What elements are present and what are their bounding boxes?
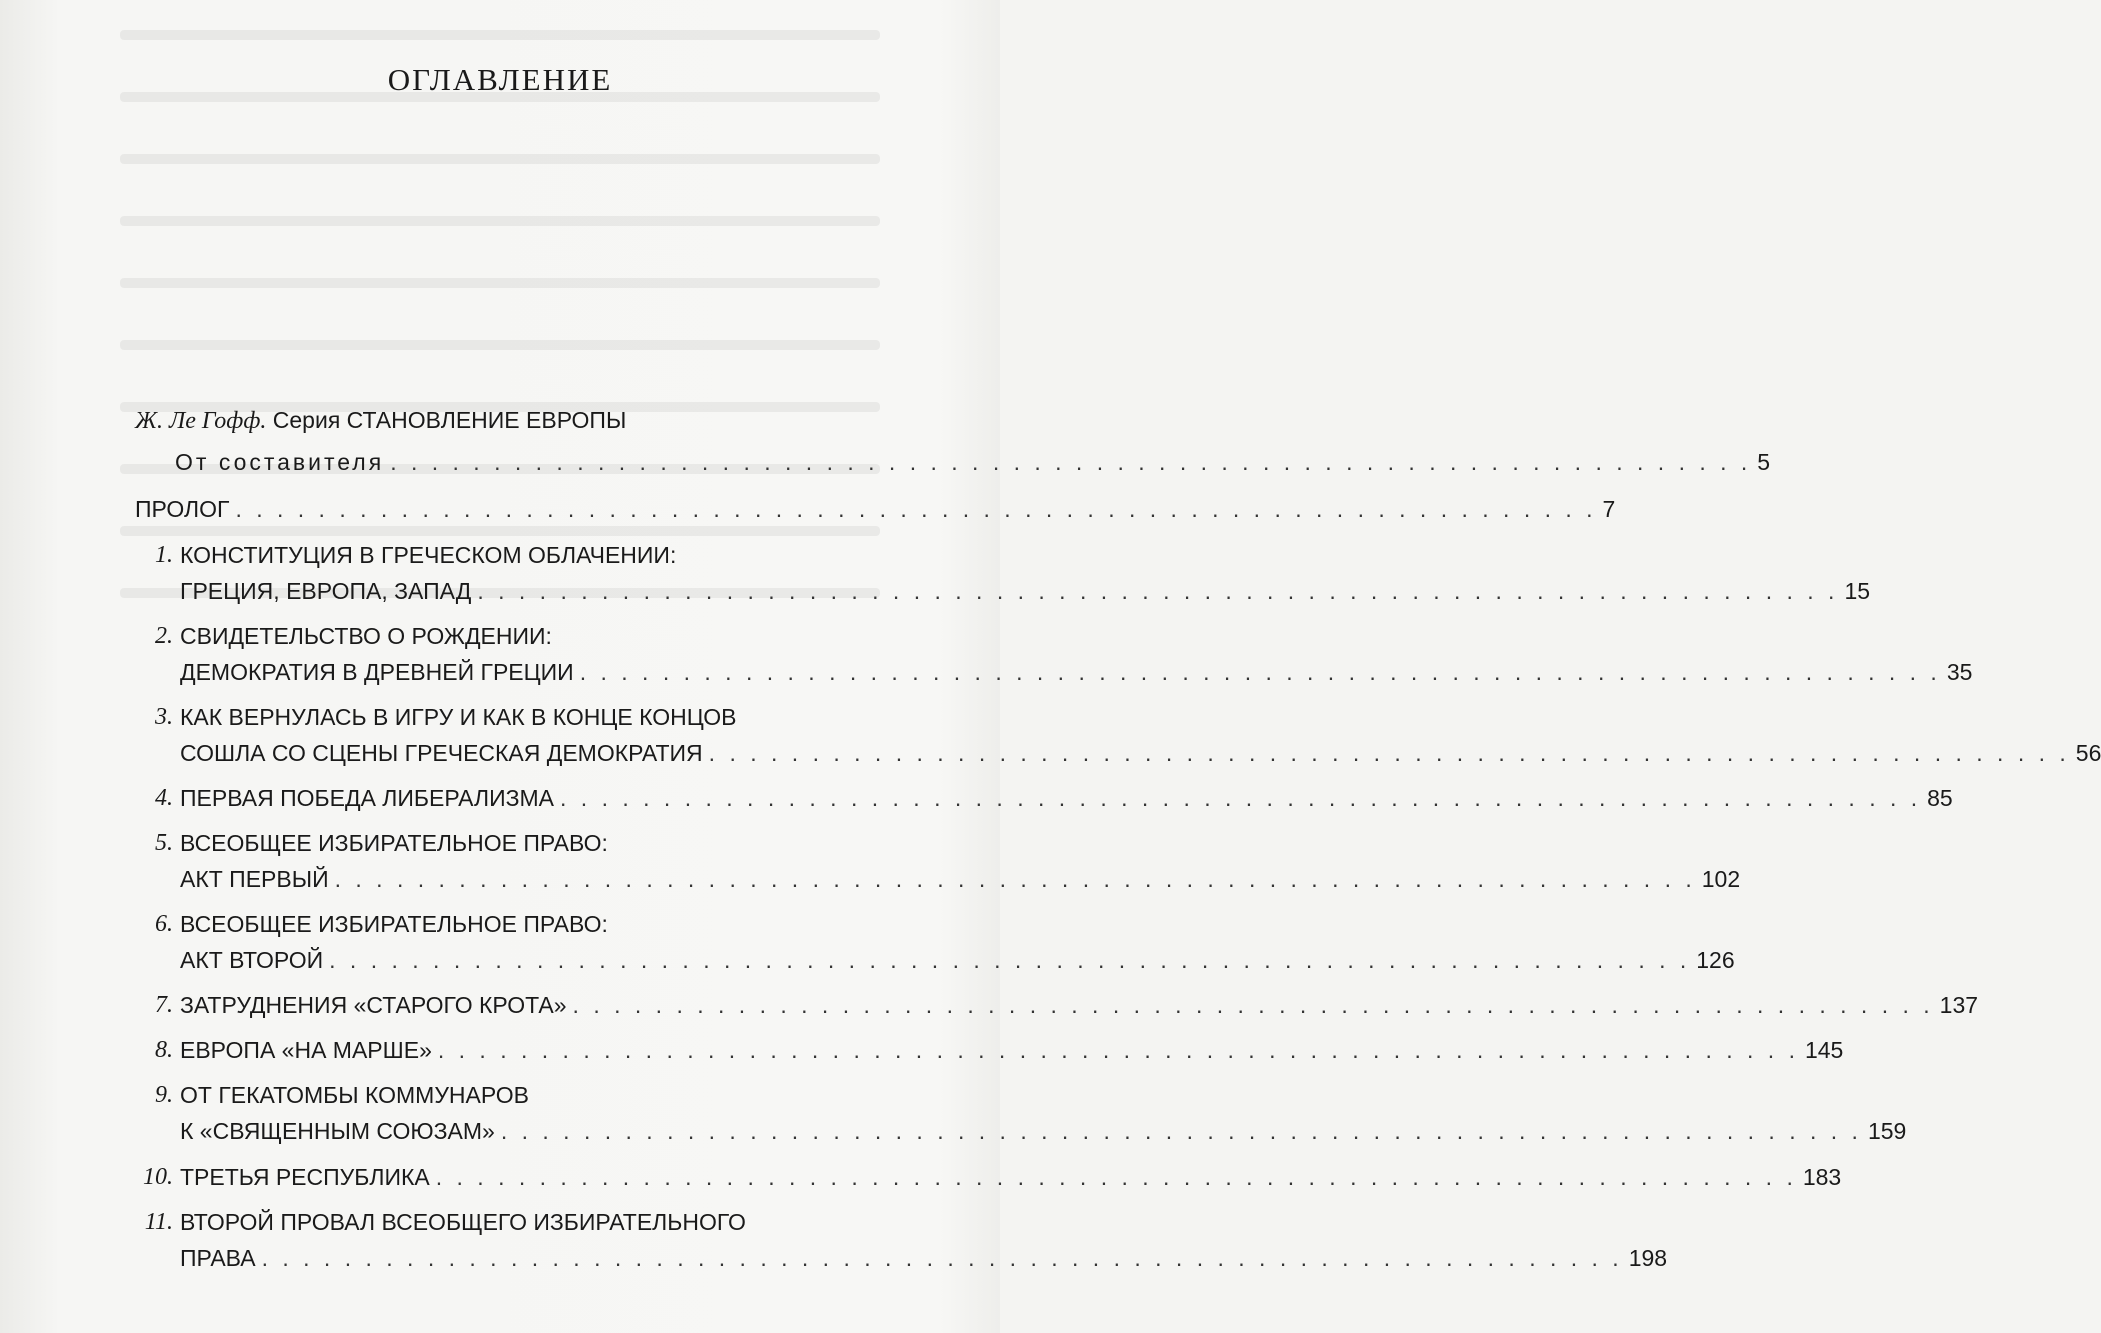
chapter-page: 137 (1939, 992, 1979, 1018)
toc-entry-chapter[interactable] (135, 1204, 1668, 1276)
toc-preface (135, 407, 1771, 487)
chapter-title-line1: СВИДЕТЕЛЬСТВО О РОЖДЕНИИ: (180, 623, 552, 649)
chapter-title-line2: ДЕМОКРАТИЯ В ДРЕВНЕЙ ГРЕЦИИ (180, 659, 574, 685)
leader-dots (262, 1240, 1623, 1276)
toc-entry-chapter[interactable] (135, 1159, 1842, 1195)
chapter-title-line1: ТРЕТЬЯ РЕСПУБЛИКА (180, 1164, 430, 1190)
chapter-page: 85 (1927, 785, 1953, 811)
chapter-number: 11. (144, 1209, 173, 1235)
chapter-page: 126 (1696, 947, 1735, 973)
leader-dots (501, 1113, 1862, 1149)
chapter-page: 102 (1701, 866, 1741, 892)
chapter-page: 198 (1628, 1245, 1668, 1271)
toc-entry-page: 5 (1757, 449, 1771, 475)
chapter-title-line2: К «СВЯЩЕННЫМ СОЮЗАМ» (180, 1118, 495, 1144)
toc-entry-chapter[interactable] (135, 699, 2101, 771)
toc-entry-chapter[interactable] (135, 1077, 1907, 1149)
chapter-page: 159 (1867, 1118, 1907, 1144)
series-line (135, 407, 626, 435)
toc-entry-prologue[interactable] (135, 491, 1616, 527)
series-text: Серия СТАНОВЛЕНИЕ ЕВРОПЫ (272, 407, 627, 433)
chapter-title-line1: ВСЕОБЩЕЕ ИЗБИРАТЕЛЬНОЕ ПРАВО: (180, 830, 608, 856)
chapter-number: 2. (155, 623, 173, 649)
leader-dots (335, 861, 1696, 897)
leader-dots (436, 1159, 1797, 1195)
chapter-title-line2: СОШЛА СО СЦЕНЫ ГРЕЧЕСКАЯ ДЕМОКРАТИЯ (180, 740, 703, 766)
toc-entry-chapter[interactable] (135, 537, 1871, 609)
chapter-number: 3. (155, 704, 173, 730)
chapter-list (135, 537, 2101, 1276)
toc-entry-chapter[interactable] (135, 780, 1953, 816)
chapter-title-line1: КАК ВЕРНУЛАСЬ В ИГРУ И КАК В КОНЦЕ КОНЦОВ (180, 704, 737, 730)
toc-entry-label: ПРОЛОГ (135, 496, 230, 522)
chapter-title-line1: ВТОРОЙ ПРОВАЛ ВСЕОБЩЕГО ИЗБИРАТЕЛЬНОГО (180, 1209, 746, 1235)
chapter-title-line2: АКТ ПЕРВЫЙ (180, 866, 329, 892)
leader-dots (573, 987, 1934, 1023)
page-title: ОГЛАВЛЕНИЕ (387, 62, 613, 97)
leader-dots (235, 491, 1596, 527)
toc-entry-chapter[interactable] (135, 825, 1741, 897)
toc-entry-page: 7 (1602, 496, 1616, 522)
leader-dots (580, 654, 1941, 690)
chapter-title-line1: ВСЕОБЩЕЕ ИЗБИРАТЕЛЬНОЕ ПРАВО: (180, 911, 608, 937)
chapter-title-line1: КОНСТИТУЦИЯ В ГРЕЧЕСКОМ ОБЛАЧЕНИИ: (180, 542, 677, 568)
toc-entry-chapter[interactable] (135, 987, 1979, 1023)
toc-entry-label: От составителя (175, 449, 385, 475)
chapter-title-line2: ГРЕЦИЯ, ЕВРОПА, ЗАПАД (180, 578, 472, 604)
chapter-number: 4. (155, 785, 173, 811)
chapter-page: 56 (2075, 740, 2101, 766)
chapter-title-line1: ОТ ГЕКАТОМБЫ КОММУНАРОВ (180, 1082, 529, 1108)
chapter-title-line2: АКТ ВТОРОЙ (180, 947, 324, 973)
toc-entry-chapter[interactable] (135, 906, 1735, 978)
chapter-title-line1: ЕВРОПА «НА МАРШЕ» (180, 1037, 432, 1063)
chapter-number: 10. (143, 1164, 173, 1190)
chapter-title-line2: ПРАВА (180, 1245, 256, 1271)
leader-dots (438, 1032, 1799, 1068)
leader-dots (390, 444, 1751, 480)
chapter-page: 15 (1844, 578, 1871, 604)
chapter-number: 7. (155, 992, 173, 1018)
chapter-number: 5. (155, 830, 173, 856)
table-of-contents (135, 407, 2101, 1276)
leader-dots (709, 735, 2070, 771)
series-author: Ж. Ле Гофф. (135, 408, 267, 434)
chapter-page: 145 (1804, 1037, 1844, 1063)
leader-dots (329, 942, 1690, 978)
chapter-page: 183 (1802, 1164, 1842, 1190)
chapter-number: 9. (155, 1082, 173, 1108)
chapter-number: 1. (155, 542, 173, 568)
chapter-title-line1: ПЕРВАЯ ПОБЕДА ЛИБЕРАЛИЗМА (180, 785, 555, 811)
toc-entry-compiler[interactable] (175, 444, 1771, 480)
chapter-title-line1: ЗАТРУДНЕНИЯ «СТАРОГО КРОТА» (180, 992, 567, 1018)
toc-entry-chapter[interactable] (135, 1032, 1844, 1068)
chapter-page: 35 (1946, 659, 1973, 685)
leader-dots (477, 573, 1838, 609)
toc-entry-chapter[interactable] (135, 618, 1973, 690)
chapter-number: 6. (155, 911, 173, 937)
chapter-number: 8. (155, 1037, 173, 1063)
leader-dots (560, 780, 1921, 816)
